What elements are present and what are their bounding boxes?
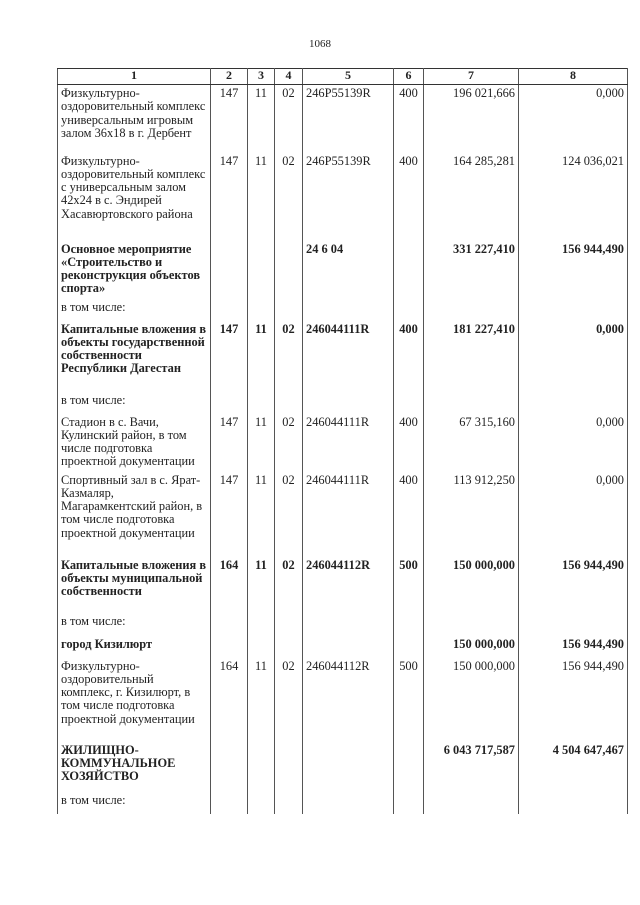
table-row [58,474,628,559]
row-col-5: 246044111R [303,474,394,559]
row-col-3: 11 [248,155,275,243]
row-col-3: 11 [248,323,275,394]
row-col-7: 196 021,666 [424,85,519,155]
row-col-5 [303,301,394,323]
row-col-2: 164 [211,660,248,744]
row-col-4 [275,394,303,416]
row-col-2: 164 [211,559,248,615]
row-col-6 [394,638,424,660]
row-col-2 [211,243,248,301]
row-col-4: 02 [275,155,303,243]
row-col-2: 147 [211,155,248,243]
row-col-5 [303,394,394,416]
row-col-7: 181 227,410 [424,323,519,394]
row-col-6: 400 [394,85,424,155]
row-col-8: 156 944,490 [519,559,628,615]
row-col-4 [275,243,303,301]
table-row [58,155,628,243]
row-col-6 [394,301,424,323]
row-col-3 [248,794,275,814]
row-col-8 [519,394,628,416]
row-name: в том числе: [58,394,211,416]
row-col-3 [248,638,275,660]
row-name: Капитальные вложения в объекты государственной собственности Республики Дагестан [58,323,211,394]
row-col-6 [394,744,424,794]
row-col-6 [394,794,424,814]
row-col-8 [519,615,628,638]
row-col-8: 0,000 [519,323,628,394]
col-header-8: 8 [519,69,628,85]
row-col-5 [303,638,394,660]
row-name: в том числе: [58,301,211,323]
row-name: город Кизилюрт [58,638,211,660]
row-col-2 [211,615,248,638]
row-col-5: 246P55139R [303,85,394,155]
row-name: в том числе: [58,615,211,638]
row-col-6: 400 [394,155,424,243]
row-name: в том числе: [58,794,211,814]
row-col-4: 02 [275,416,303,474]
row-col-4 [275,301,303,323]
row-col-4 [275,744,303,794]
row-col-5: 246044112R [303,559,394,615]
header-row [58,69,628,85]
table-row [58,416,628,474]
row-col-3 [248,301,275,323]
row-col-8: 124 036,021 [519,155,628,243]
row-col-8: 0,000 [519,474,628,559]
table-row [58,638,628,660]
row-col-3: 11 [248,416,275,474]
row-col-7: 67 315,160 [424,416,519,474]
row-col-7: 150 000,000 [424,559,519,615]
row-col-5 [303,615,394,638]
row-col-8: 156 944,490 [519,243,628,301]
row-col-2: 147 [211,474,248,559]
row-col-7: 331 227,410 [424,243,519,301]
col-header-7: 7 [424,69,519,85]
row-col-3 [248,744,275,794]
row-col-2 [211,394,248,416]
row-col-7: 150 000,000 [424,660,519,744]
budget-table [57,68,628,814]
row-col-6 [394,243,424,301]
row-col-6: 400 [394,416,424,474]
row-col-5 [303,794,394,814]
row-col-4: 02 [275,474,303,559]
row-col-2: 147 [211,323,248,394]
row-col-7: 6 043 717,587 [424,744,519,794]
row-col-5: 246044112R [303,660,394,744]
row-col-3 [248,394,275,416]
col-header-2: 2 [211,69,248,85]
table-row [58,85,628,155]
table-row [58,559,628,615]
row-col-3 [248,243,275,301]
row-col-6: 400 [394,474,424,559]
row-name: Физкультурно-оздоровительный комплекс, г. Кизилюрт, в том числе подготовка проектной документации [58,660,211,744]
row-col-4 [275,638,303,660]
table-row [58,301,628,323]
row-col-5: 246P55139R [303,155,394,243]
row-col-3: 11 [248,559,275,615]
row-col-8: 4 504 647,467 [519,744,628,794]
row-col-5: 246044111R [303,323,394,394]
row-name: Спортивный зал в с. Ярат-Казмаляр, Магарамкентский район, в том числе подготовка проектной документации [58,474,211,559]
col-header-3: 3 [248,69,275,85]
row-col-2 [211,794,248,814]
row-col-2 [211,744,248,794]
row-col-5 [303,744,394,794]
row-name: Физкультурно-оздоровительный комплекс универсальным игровым залом 36х18 в г. Дербент [58,85,211,155]
col-header-1: 1 [58,69,211,85]
table-row [58,794,628,814]
table-row [58,394,628,416]
row-col-8: 156 944,490 [519,660,628,744]
row-col-4 [275,794,303,814]
row-col-7 [424,301,519,323]
row-col-8: 156 944,490 [519,638,628,660]
row-col-8: 0,000 [519,85,628,155]
row-col-2 [211,638,248,660]
row-name: Стадион в с. Вачи, Кулинский район, в том числе подготовка проектной документации [58,416,211,474]
row-col-7 [424,615,519,638]
row-col-4: 02 [275,323,303,394]
page-number: 1068 [309,38,331,50]
row-col-3 [248,615,275,638]
row-col-4: 02 [275,660,303,744]
row-col-6: 500 [394,559,424,615]
row-col-2: 147 [211,416,248,474]
row-col-5: 24 6 04 [303,243,394,301]
table-row [58,243,628,301]
table-row [58,744,628,794]
row-col-2: 147 [211,85,248,155]
row-name: Капитальные вложения в объекты муниципальной собственности [58,559,211,615]
row-name: Физкультурно-оздоровительный комплекс с универсальным залом 42х24 в с. Эндирей Хасавюртовского района [58,155,211,243]
row-col-7: 164 285,281 [424,155,519,243]
row-col-7 [424,394,519,416]
row-col-6 [394,615,424,638]
table-row [58,660,628,744]
row-col-8 [519,301,628,323]
row-col-2 [211,301,248,323]
row-col-6: 500 [394,660,424,744]
col-header-6: 6 [394,69,424,85]
row-col-3: 11 [248,660,275,744]
row-col-7: 150 000,000 [424,638,519,660]
table-row [58,615,628,638]
row-col-8 [519,794,628,814]
row-col-3: 11 [248,474,275,559]
row-col-8: 0,000 [519,416,628,474]
row-col-4: 02 [275,85,303,155]
row-col-5: 246044111R [303,416,394,474]
table-row [58,323,628,394]
row-col-7 [424,794,519,814]
row-col-3: 11 [248,85,275,155]
row-name: Основное мероприятие «Строительство и реконструкция объектов спорта» [58,243,211,301]
row-col-7: 113 912,250 [424,474,519,559]
row-col-6: 400 [394,323,424,394]
row-name: ЖИЛИЩНО-КОММУНАЛЬНОЕ ХОЗЯЙСТВО [58,744,211,794]
col-header-5: 5 [303,69,394,85]
row-col-4: 02 [275,559,303,615]
row-col-4 [275,615,303,638]
col-header-4: 4 [275,69,303,85]
row-col-6 [394,394,424,416]
